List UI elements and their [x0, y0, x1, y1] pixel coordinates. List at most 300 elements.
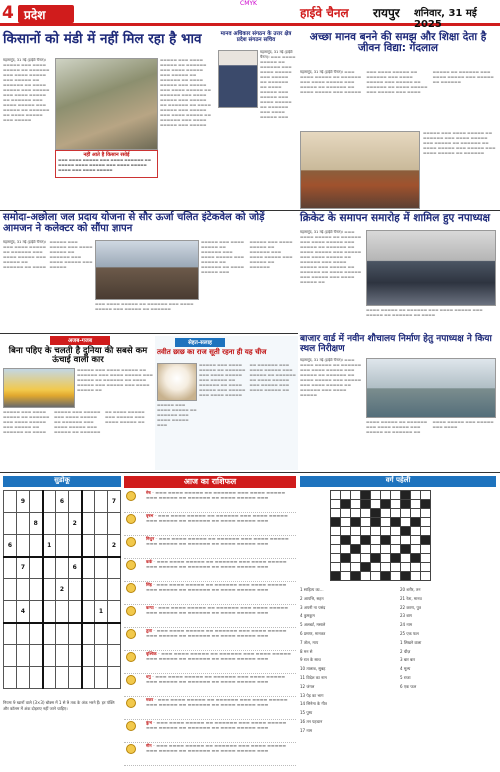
- crossword-cell[interactable]: [411, 509, 421, 518]
- rashi-item: [124, 720, 296, 743]
- sudoku-cell[interactable]: 7: [17, 557, 30, 579]
- sudoku-cell[interactable]: [17, 535, 30, 557]
- crossword-block: [371, 509, 381, 518]
- sudoku-cell[interactable]: [30, 579, 43, 601]
- crossword-cell[interactable]: [371, 536, 381, 545]
- sudoku-rules: नियमः 9 खानों वाले (3×3) बॉक्स में 1 से 9 तक के अंक भरने हैं। हर पंक्ति और कॉलम में अंक दोहराए नहीं जाने चाहिए।: [3, 700, 115, 711]
- crossword-block: [341, 500, 351, 509]
- crossword-clue: 5 राजा: [400, 674, 411, 680]
- crossword-cell[interactable]: [341, 518, 351, 527]
- rashi-name: धनु: [146, 674, 151, 679]
- sudoku-cell[interactable]: [82, 645, 95, 667]
- story3-photo-gathering: [300, 131, 420, 209]
- sudoku-cell[interactable]: [82, 557, 95, 579]
- crossword-cell[interactable]: [391, 509, 401, 518]
- sudoku-cell[interactable]: [17, 623, 30, 645]
- story1-dateline: महासमुंद, 31 मई (हाईवे चैनल)।: [3, 58, 47, 62]
- sudoku-row: [4, 491, 121, 513]
- crossword-clue: 21 रेता, मानव: [400, 595, 422, 601]
- crossword-clue: 1 लिखने वाला: [400, 639, 422, 645]
- sudoku-cell[interactable]: [95, 535, 108, 557]
- sudoku-cell[interactable]: [82, 601, 95, 623]
- crossword-cell[interactable]: [401, 554, 411, 563]
- crossword-clue: 22 करण, पुत्र: [400, 604, 421, 610]
- crossword-block: [421, 536, 431, 545]
- feature1-text-col2: ▬▬▬▬▬ ▬▬▬ ▬▬▬▬ ▬▬▬▬▬ ▬▬ ▬▬▬▬▬▬ ▬▬▬ ▬▬▬▬ ▬▬▬▬▬ ▬▬▬ ▬▬▬▬▬ ▬▬ ▬▬▬▬▬▬ ▬▬ ▬▬▬▬ ▬▬▬▬▬ ▬▬▬ ▬▬▬▬▬ ▬▬▬ ▬▬▬▬ ▬▬▬▬▬ ▬▬ ▬▬▬▬▬▬ ▬▬▬ ▬▬▬▬ ▬▬▬▬▬ ▬▬▬ ▬▬▬▬▬ ▬▬ ▬▬▬▬▬▬ ▬▬ ▬▬▬▬ ▬▬▬▬▬ ▬▬▬ ▬▬▬▬▬ ▬▬▬ ▬▬▬▬ ▬▬▬▬▬ ▬▬: [3, 410, 145, 434]
- sudoku-cell[interactable]: [30, 645, 43, 667]
- crossword-cell[interactable]: [391, 563, 401, 572]
- crossword-block: [411, 554, 421, 563]
- sudoku-cell[interactable]: [69, 623, 82, 645]
- story2-headline: मानव अधिकार संगठन के उत्तर क्षेत्र प्रदेश संगठन सचिव: [220, 31, 292, 43]
- crossword-cell[interactable]: [411, 536, 421, 545]
- rashi-name: कुंभ: [146, 720, 152, 725]
- crossword-row: [331, 572, 431, 581]
- crossword-block: [341, 554, 351, 563]
- sudoku-cell[interactable]: [56, 601, 69, 623]
- sudoku-cell[interactable]: [108, 645, 121, 667]
- sudoku-cell[interactable]: [108, 601, 121, 623]
- crossword-row: [331, 545, 431, 554]
- sudoku-cell[interactable]: [17, 667, 30, 689]
- rashifal-title: आज का राशिफल: [124, 476, 296, 488]
- crossword-block: [361, 536, 371, 545]
- sudoku-cell[interactable]: [4, 513, 17, 535]
- crossword-clue: 4 कुमकुम: [300, 613, 315, 619]
- crossword-cell[interactable]: [341, 509, 351, 518]
- sudoku-cell[interactable]: 1: [95, 601, 108, 623]
- crossword-cell[interactable]: [421, 572, 431, 581]
- divider: [0, 333, 298, 334]
- crossword-cell[interactable]: [361, 527, 371, 536]
- crossword-row: [331, 527, 431, 536]
- crossword-clue: 2 आपत्ति, सहन: [300, 595, 324, 601]
- crossword-cell[interactable]: [341, 572, 351, 581]
- crossword-block: [331, 572, 341, 581]
- sudoku-cell[interactable]: [108, 513, 121, 535]
- crossword-cell[interactable]: [391, 536, 401, 545]
- rashi-text: – ▬▬▬ ▬▬▬▬ ▬▬▬▬▬ ▬▬ ▬▬▬▬▬▬ ▬▬▬ ▬▬▬▬ ▬▬▬▬▬ ▬▬▬ ▬▬▬▬▬ ▬▬ ▬▬▬▬▬▬ ▬▬ ▬▬▬▬ ▬▬▬▬▬ ▬▬▬: [146, 674, 286, 684]
- crossword-row: [331, 536, 431, 545]
- crossword-block: [361, 491, 371, 500]
- story3-text: महासमुंद, 31 मई (हाईवे चैनल)। ▬▬▬ ▬▬▬▬ ▬▬▬▬▬ ▬▬ ▬▬▬▬▬▬ ▬▬▬ ▬▬▬▬ ▬▬▬▬▬ ▬▬▬ ▬▬▬▬▬ ▬▬ ▬▬▬▬▬▬ ▬▬ ▬▬▬▬ ▬▬▬▬▬ ▬▬▬ ▬▬▬▬▬ ▬▬▬ ▬▬▬▬ ▬▬▬▬▬ ▬▬ ▬▬▬▬▬▬ ▬▬▬ ▬▬▬▬ ▬▬▬▬▬ ▬▬▬ ▬▬▬▬▬ ▬▬ ▬▬▬▬▬▬ ▬▬ ▬▬▬▬ ▬▬▬▬▬ ▬▬▬ ▬▬▬▬▬ ▬▬▬ ▬▬▬▬ ▬▬▬▬▬ ▬▬ ▬▬▬▬▬▬ ▬▬▬ ▬▬▬▬ ▬▬▬▬▬ ▬▬▬ ▬▬▬▬▬ ▬▬ ▬▬▬▬▬▬: [300, 70, 494, 94]
- crossword-block: [361, 500, 371, 509]
- sudoku-cell[interactable]: 9: [17, 491, 30, 513]
- crossword-clue: 6 प्रमाण, मानकर: [300, 630, 326, 636]
- crossword-cell[interactable]: [351, 491, 361, 500]
- sudoku-row: [4, 535, 121, 557]
- sudoku-row: [4, 557, 121, 579]
- brand-name: हाईवे चैनल: [300, 6, 349, 20]
- crossword-cell[interactable]: [411, 572, 421, 581]
- crossword-clue: 7 तोल, माप: [300, 639, 319, 645]
- sudoku-cell[interactable]: [43, 667, 56, 689]
- crossword-row: [331, 554, 431, 563]
- crossword-clue: 12 जंगल: [300, 683, 315, 689]
- rashi-item: [124, 490, 296, 513]
- story3-headline: अच्छा मानव बनने की समझ और शिक्षा देता है जीवन विद्या: गेंदलाल: [309, 31, 487, 55]
- sudoku-cell[interactable]: [17, 579, 30, 601]
- sudoku-cell[interactable]: [17, 513, 30, 535]
- crossword-clue: 3 बार बार: [400, 657, 415, 663]
- story4-text: महासमुंद, 31 मई (हाईवे चैनल)। ▬▬▬ ▬▬▬▬ ▬▬▬▬▬ ▬▬ ▬▬▬▬▬▬ ▬▬▬ ▬▬▬▬ ▬▬▬▬▬ ▬▬▬ ▬▬▬▬▬ ▬▬ ▬▬▬▬▬▬ ▬▬ ▬▬▬▬ ▬▬▬▬▬ ▬▬▬ ▬▬▬▬▬ ▬▬▬ ▬▬▬▬ ▬▬▬▬▬ ▬▬ ▬▬▬▬▬▬ ▬▬▬ ▬▬▬▬ ▬▬▬▬▬ ▬▬▬ ▬▬▬▬▬: [3, 240, 93, 269]
- crossword-cell[interactable]: [411, 527, 421, 536]
- crossword-cell[interactable]: [381, 527, 391, 536]
- crossword-cell[interactable]: [341, 527, 351, 536]
- crossword-cell[interactable]: [331, 536, 341, 545]
- sudoku-cell[interactable]: [69, 645, 82, 667]
- crossword-cell[interactable]: [361, 518, 371, 527]
- sudoku-cell[interactable]: [43, 623, 56, 645]
- divider: [0, 210, 500, 211]
- crossword-cell[interactable]: [371, 563, 381, 572]
- sudoku-title: सुडोकू: [3, 476, 121, 487]
- rashi-item: [124, 743, 296, 766]
- crossword-row: [331, 509, 431, 518]
- crossword-block: [401, 491, 411, 500]
- rashifal-list: [124, 490, 296, 770]
- crossword-cell[interactable]: [381, 509, 391, 518]
- crossword-cell[interactable]: [351, 536, 361, 545]
- feature2-headline: तवीत छाछ का राज सूती रहना ही यह चीज: [157, 348, 267, 356]
- crossword-cell[interactable]: [361, 545, 371, 554]
- story5-caption: ▬▬▬▬ ▬▬▬▬▬ ▬▬ ▬▬▬▬▬▬ ▬▬▬ ▬▬▬▬ ▬▬▬▬▬ ▬▬▬ ▬▬▬▬▬ ▬▬ ▬▬▬▬▬▬ ▬▬ ▬▬▬▬: [366, 308, 483, 317]
- sudoku-cell[interactable]: [69, 667, 82, 689]
- rashi-text: – ▬▬▬ ▬▬▬▬ ▬▬▬▬▬ ▬▬ ▬▬▬▬▬▬ ▬▬▬ ▬▬▬▬ ▬▬▬▬▬ ▬▬▬ ▬▬▬▬▬ ▬▬ ▬▬▬▬▬▬ ▬▬ ▬▬▬▬ ▬▬▬▬▬ ▬▬▬: [146, 628, 287, 638]
- story6-photo-inspection: [366, 358, 496, 418]
- crossword-clue: 6 एक फल: [400, 683, 417, 689]
- sudoku-cell[interactable]: 6: [4, 535, 17, 557]
- crossword-cell[interactable]: [371, 491, 381, 500]
- crossword-clue: 25 एक फल: [400, 630, 419, 636]
- sudoku-cell[interactable]: [4, 557, 17, 579]
- rashi-text: – ▬▬▬ ▬▬▬▬ ▬▬▬▬▬ ▬▬ ▬▬▬▬▬▬ ▬▬▬ ▬▬▬▬ ▬▬▬▬▬ ▬▬▬ ▬▬▬▬▬ ▬▬ ▬▬▬▬▬▬ ▬▬ ▬▬▬▬ ▬▬▬▬▬ ▬▬▬: [146, 513, 288, 523]
- crossword-block: [391, 518, 401, 527]
- sudoku-cell[interactable]: [82, 491, 95, 513]
- sudoku-cell[interactable]: [108, 623, 121, 645]
- sudoku-cell[interactable]: [108, 557, 121, 579]
- crossword-cell[interactable]: [401, 563, 411, 572]
- sudoku-row: [4, 645, 121, 667]
- crossword-cell[interactable]: [421, 563, 431, 572]
- crossword-block: [391, 554, 401, 563]
- crossword-cell[interactable]: [411, 491, 421, 500]
- sudoku-cell[interactable]: 8: [30, 513, 43, 535]
- rashi-name: मेष: [146, 490, 151, 495]
- crossword-cell[interactable]: [351, 527, 361, 536]
- rashi-text: – ▬▬▬ ▬▬▬▬ ▬▬▬▬▬ ▬▬ ▬▬▬▬▬▬ ▬▬▬ ▬▬▬▬ ▬▬▬▬▬ ▬▬▬ ▬▬▬▬▬ ▬▬ ▬▬▬▬▬▬ ▬▬ ▬▬▬▬ ▬▬▬▬▬ ▬▬▬: [146, 559, 287, 569]
- rashi-item: [124, 536, 296, 559]
- sudoku-cell[interactable]: 2: [69, 513, 82, 535]
- zodiac-icon: [126, 560, 136, 570]
- sudoku-cell[interactable]: [95, 667, 108, 689]
- sudoku-cell[interactable]: [82, 579, 95, 601]
- sudoku-cell[interactable]: [43, 601, 56, 623]
- rashi-name: तुला: [146, 628, 153, 633]
- sudoku-cell[interactable]: [95, 645, 108, 667]
- crossword-cell[interactable]: [391, 545, 401, 554]
- sudoku-grid: [3, 490, 121, 689]
- crossword-row: [331, 563, 431, 572]
- crossword-block: [351, 572, 361, 581]
- sudoku-cell[interactable]: [43, 491, 56, 513]
- crossword-cell[interactable]: [361, 572, 371, 581]
- crossword-cell[interactable]: [331, 554, 341, 563]
- sudoku-cell[interactable]: [69, 535, 82, 557]
- zodiac-icon: [126, 629, 136, 639]
- crossword-cell[interactable]: [391, 572, 401, 581]
- crossword-cell[interactable]: [361, 554, 371, 563]
- sudoku-cell[interactable]: [30, 535, 43, 557]
- rashi-item: [124, 674, 296, 697]
- sudoku-cell[interactable]: 7: [108, 491, 121, 513]
- sudoku-row: [4, 601, 121, 623]
- crossword-cell[interactable]: [381, 518, 391, 527]
- sudoku-cell[interactable]: [4, 579, 17, 601]
- story1-text: महासमुंद, 31 मई (हाईवे चैनल)। ▬▬▬▬▬ ▬▬▬ ▬▬▬▬ ▬▬▬▬▬ ▬▬ ▬▬▬▬▬▬ ▬▬▬ ▬▬▬▬ ▬▬▬▬▬ ▬▬▬ ▬▬▬▬▬ ▬▬ ▬▬▬▬▬▬ ▬▬ ▬▬▬▬ ▬▬▬▬▬ ▬▬▬ ▬▬▬▬▬ ▬▬▬ ▬▬▬▬ ▬▬▬▬▬ ▬▬ ▬▬▬▬▬▬ ▬▬▬ ▬▬▬▬ ▬▬▬▬▬ ▬▬▬ ▬▬▬▬▬ ▬▬ ▬▬▬▬▬▬ ▬▬ ▬▬▬▬ ▬▬▬▬▬ ▬▬▬ ▬▬▬▬▬: [3, 58, 50, 122]
- story6-headline: बाजार वार्ड में नवीन शौचालय निर्माण हेतु नपाध्यक्ष ने किया स्थल निरीक्षण: [300, 334, 492, 354]
- sudoku-cell[interactable]: [17, 645, 30, 667]
- sudoku-cell[interactable]: [56, 557, 69, 579]
- rashi-name: सिंह: [146, 582, 152, 587]
- crossword-clue: 17 नाम: [300, 727, 313, 733]
- crossword-cell[interactable]: [341, 545, 351, 554]
- sudoku-cell[interactable]: [43, 645, 56, 667]
- feature2-text-col2: ▬▬▬▬▬ ▬▬▬ ▬▬▬▬ ▬▬▬▬▬ ▬▬ ▬▬▬▬▬▬ ▬▬▬ ▬▬▬▬ ▬▬▬▬▬ ▬▬▬: [157, 403, 197, 427]
- crossword-block: [381, 536, 391, 545]
- crossword-cell[interactable]: [341, 563, 351, 572]
- sudoku-cell[interactable]: [4, 645, 17, 667]
- crossword-cell[interactable]: [381, 554, 391, 563]
- crossword-clue: 24 नाम: [400, 622, 413, 628]
- crossword-block: [401, 545, 411, 554]
- crossword-cell[interactable]: [371, 545, 381, 554]
- feature1-headline: बिना पहिए के चलती है दुनिया की सबसे कम ऊंचाई वाली कार: [8, 346, 148, 366]
- crossword-clue: 16 तन पहचान: [300, 718, 323, 724]
- story3-photo-caption: ▬▬▬▬▬ ▬▬▬ ▬▬▬▬ ▬▬▬▬▬ ▬▬ ▬▬▬▬▬▬ ▬▬▬ ▬▬▬▬ ▬▬▬▬▬ ▬▬▬ ▬▬▬▬▬ ▬▬ ▬▬▬▬▬▬ ▬▬ ▬▬▬▬ ▬▬▬▬▬ ▬▬▬ ▬▬▬▬▬ ▬▬▬ ▬▬▬▬ ▬▬▬▬▬ ▬▬ ▬▬▬▬▬▬: [423, 131, 496, 155]
- sudoku-cell[interactable]: [108, 667, 121, 689]
- crossword-block: [361, 563, 371, 572]
- crossword-cell[interactable]: [371, 527, 381, 536]
- city-name: रायपुर: [373, 6, 400, 20]
- rashi-item: [124, 651, 296, 674]
- rashi-name: मीन: [146, 743, 152, 748]
- rashi-text: – ▬▬▬ ▬▬▬▬ ▬▬▬▬▬ ▬▬ ▬▬▬▬▬▬ ▬▬▬ ▬▬▬▬ ▬▬▬▬▬ ▬▬▬ ▬▬▬▬▬ ▬▬ ▬▬▬▬▬▬ ▬▬ ▬▬▬▬ ▬▬▬▬▬ ▬▬▬: [146, 651, 291, 661]
- crossword-title: वर्ग पहेली: [300, 476, 496, 487]
- crossword-cell[interactable]: [411, 545, 421, 554]
- zodiac-icon: [126, 721, 136, 731]
- crossword-block: [421, 500, 431, 509]
- story2-portrait: [218, 50, 258, 108]
- sudoku-cell[interactable]: [30, 623, 43, 645]
- crossword-cell[interactable]: [411, 500, 421, 509]
- crossword-cell[interactable]: [401, 518, 411, 527]
- crossword-cell[interactable]: [351, 509, 361, 518]
- crossword-block: [371, 518, 381, 527]
- rashi-name: वृश्चिक: [146, 651, 157, 656]
- crossword-cell[interactable]: [411, 563, 421, 572]
- sudoku-cell[interactable]: [95, 579, 108, 601]
- story5-headline: क्रिकेट के समापन समारोह में शामिल हुए नपाध्यक्ष: [300, 212, 491, 224]
- sudoku-cell[interactable]: [69, 601, 82, 623]
- rashi-text: – ▬▬▬ ▬▬▬▬ ▬▬▬▬▬ ▬▬ ▬▬▬▬▬▬ ▬▬▬ ▬▬▬▬ ▬▬▬▬▬ ▬▬▬ ▬▬▬▬▬ ▬▬ ▬▬▬▬▬▬ ▬▬ ▬▬▬▬ ▬▬▬▬▬ ▬▬▬: [146, 697, 288, 707]
- sudoku-cell[interactable]: [43, 557, 56, 579]
- crossword-clue: 20 शरीर, तन: [400, 587, 421, 592]
- crossword-cell[interactable]: [421, 491, 431, 500]
- crossword-clue: 4 मूल्य: [400, 666, 411, 672]
- sudoku-cell[interactable]: [4, 623, 17, 645]
- sudoku-cell[interactable]: [56, 535, 69, 557]
- crossword-cell[interactable]: [331, 509, 341, 518]
- page-number: 4: [2, 3, 14, 23]
- story4-caption: ▬▬▬ ▬▬▬▬ ▬▬▬▬▬ ▬▬ ▬▬▬▬▬▬ ▬▬▬ ▬▬▬▬ ▬▬▬▬▬ ▬▬▬ ▬▬▬▬▬ ▬▬ ▬▬▬▬▬▬: [95, 302, 194, 311]
- rashi-name: कन्या: [146, 605, 154, 610]
- zodiac-icon: [126, 583, 136, 593]
- story2-text: महासमुंद, 31 मई (हाईवे चैनल)। ▬▬▬ ▬▬▬▬ ▬▬▬▬▬ ▬▬ ▬▬▬▬▬▬ ▬▬▬ ▬▬▬▬ ▬▬▬▬▬ ▬▬▬ ▬▬▬▬▬ ▬▬ ▬▬▬▬▬▬ ▬▬ ▬▬▬▬ ▬▬▬▬▬ ▬▬▬ ▬▬▬▬▬ ▬▬▬ ▬▬▬▬ ▬▬▬▬▬ ▬▬ ▬▬▬▬▬▬ ▬▬▬ ▬▬▬▬ ▬▬▬▬▬ ▬▬▬: [260, 50, 296, 119]
- sudoku-cell[interactable]: [95, 491, 108, 513]
- crossword-cell[interactable]: [331, 563, 341, 572]
- story4-text-col2: ▬▬▬▬▬ ▬▬▬ ▬▬▬▬ ▬▬▬▬▬ ▬▬ ▬▬▬▬▬▬ ▬▬▬ ▬▬▬▬ ▬▬▬▬▬ ▬▬▬ ▬▬▬▬▬ ▬▬ ▬▬▬▬▬▬ ▬▬ ▬▬▬▬ ▬▬▬▬▬ ▬▬▬ ▬▬▬▬▬ ▬▬▬ ▬▬▬▬ ▬▬▬▬▬ ▬▬ ▬▬▬▬▬▬ ▬▬▬ ▬▬▬▬ ▬▬▬▬▬ ▬▬▬ ▬▬▬▬▬ ▬▬ ▬▬▬▬▬▬: [201, 240, 293, 274]
- crossword-cell[interactable]: [331, 491, 341, 500]
- crossword-cell[interactable]: [331, 527, 341, 536]
- sudoku-cell[interactable]: [4, 601, 17, 623]
- rashi-name: वृषभ: [146, 513, 154, 518]
- sudoku-cell[interactable]: [30, 557, 43, 579]
- crossword-cell[interactable]: [391, 491, 401, 500]
- crossword-cell[interactable]: [371, 500, 381, 509]
- crossword-row: [331, 518, 431, 527]
- print-mark: CMYK: [240, 0, 257, 7]
- rashi-text: – ▬▬▬ ▬▬▬▬ ▬▬▬▬▬ ▬▬ ▬▬▬▬▬▬ ▬▬▬ ▬▬▬▬ ▬▬▬▬▬ ▬▬▬ ▬▬▬▬▬ ▬▬ ▬▬▬▬▬▬ ▬▬ ▬▬▬▬ ▬▬▬▬▬ ▬▬▬: [146, 743, 287, 753]
- zodiac-icon: [126, 675, 136, 685]
- sudoku-cell[interactable]: [56, 667, 69, 689]
- sudoku-cell[interactable]: [69, 579, 82, 601]
- divider: [0, 472, 500, 473]
- story1-text-col2: ▬▬▬▬▬ ▬▬▬ ▬▬▬▬ ▬▬▬▬▬ ▬▬ ▬▬▬▬▬▬ ▬▬▬ ▬▬▬▬ ▬▬▬▬▬ ▬▬▬ ▬▬▬▬▬ ▬▬ ▬▬▬▬▬▬ ▬▬ ▬▬▬▬ ▬▬▬▬▬ ▬▬▬ ▬▬▬▬▬ ▬▬▬ ▬▬▬▬ ▬▬▬▬▬ ▬▬ ▬▬▬▬▬▬ ▬▬▬ ▬▬▬▬ ▬▬▬▬▬ ▬▬▬ ▬▬▬▬▬ ▬▬ ▬▬▬▬▬▬ ▬▬ ▬▬▬▬ ▬▬▬▬▬ ▬▬▬ ▬▬▬▬▬ ▬▬▬ ▬▬▬▬ ▬▬▬▬▬ ▬▬ ▬▬▬▬▬▬ ▬▬▬ ▬▬▬▬ ▬▬▬▬▬ ▬▬▬ ▬▬▬▬▬: [160, 58, 211, 127]
- sudoku-cell[interactable]: [30, 491, 43, 513]
- crossword-cell[interactable]: [351, 554, 361, 563]
- crossword-block: [351, 518, 361, 527]
- crossword-cell[interactable]: [421, 554, 431, 563]
- story6-text: महासमुंद, 31 मई (हाईवे चैनल)। ▬▬▬ ▬▬▬▬ ▬▬▬▬▬ ▬▬ ▬▬▬▬▬▬ ▬▬▬ ▬▬▬▬ ▬▬▬▬▬ ▬▬▬ ▬▬▬▬▬ ▬▬ ▬▬▬▬▬▬ ▬▬ ▬▬▬▬ ▬▬▬▬▬ ▬▬▬ ▬▬▬▬▬ ▬▬▬ ▬▬▬▬ ▬▬▬▬▬ ▬▬ ▬▬▬▬▬▬ ▬▬▬ ▬▬▬▬ ▬▬▬▬▬: [300, 358, 362, 397]
- crossword-block: [401, 500, 411, 509]
- sudoku-cell[interactable]: [82, 535, 95, 557]
- crossword-cell[interactable]: [381, 491, 391, 500]
- crossword-block: [341, 536, 351, 545]
- crossword-cell[interactable]: [391, 527, 401, 536]
- crossword-clue: 9 रात के साथ: [300, 657, 321, 663]
- crossword-grid: [330, 490, 431, 581]
- crossword-cell[interactable]: [421, 509, 431, 518]
- sudoku-cell[interactable]: [69, 491, 82, 513]
- sudoku-cell[interactable]: [95, 623, 108, 645]
- crossword-row: [331, 491, 431, 500]
- sudoku-cell[interactable]: [82, 513, 95, 535]
- crossword-cell[interactable]: [351, 563, 361, 572]
- crossword-cell[interactable]: [331, 500, 341, 509]
- sudoku-row: [4, 513, 121, 535]
- sudoku-cell[interactable]: [56, 513, 69, 535]
- crossword-cell[interactable]: [341, 491, 351, 500]
- sudoku-cell[interactable]: 2: [108, 535, 121, 557]
- crossword-cell[interactable]: [331, 545, 341, 554]
- feature1-photo-car: [3, 368, 75, 408]
- sudoku-cell[interactable]: [43, 513, 56, 535]
- crossword-cell[interactable]: [401, 509, 411, 518]
- story1-photo-market: [55, 58, 158, 150]
- zodiac-icon: [126, 744, 136, 754]
- feature1-tag: अजब-गजब: [50, 336, 110, 345]
- crossword-clue: 5 अलबर्ट, मसाले: [300, 622, 326, 628]
- sudoku-cell[interactable]: 4: [17, 601, 30, 623]
- sudoku-cell[interactable]: 1: [43, 535, 56, 557]
- rashi-item: [124, 605, 296, 628]
- story5-photo-team: [366, 230, 496, 306]
- zodiac-icon: [126, 606, 136, 616]
- story6-text-col2: ▬▬▬▬ ▬▬▬▬▬ ▬▬ ▬▬▬▬▬▬ ▬▬▬ ▬▬▬▬ ▬▬▬▬▬ ▬▬▬ ▬▬▬▬▬ ▬▬ ▬▬▬▬▬▬ ▬▬ ▬▬▬▬ ▬▬▬▬▬ ▬▬▬ ▬▬▬▬▬ ▬▬▬ ▬▬▬▬: [366, 420, 494, 434]
- crossword-cell[interactable]: [421, 545, 431, 554]
- rashi-text: – ▬▬▬ ▬▬▬▬ ▬▬▬▬▬ ▬▬ ▬▬▬▬▬▬ ▬▬▬ ▬▬▬▬ ▬▬▬▬▬ ▬▬▬ ▬▬▬▬▬ ▬▬ ▬▬▬▬▬▬ ▬▬ ▬▬▬▬ ▬▬▬▬▬ ▬▬▬: [146, 536, 289, 546]
- feature2-text: ▬▬▬▬▬ ▬▬▬ ▬▬▬▬ ▬▬▬▬▬ ▬▬ ▬▬▬▬▬▬ ▬▬▬ ▬▬▬▬ ▬▬▬▬▬ ▬▬▬ ▬▬▬▬▬ ▬▬ ▬▬▬▬▬▬ ▬▬ ▬▬▬▬ ▬▬▬▬▬ ▬▬▬ ▬▬▬▬▬ ▬▬▬ ▬▬▬▬ ▬▬▬▬▬ ▬▬ ▬▬▬▬▬▬ ▬▬▬ ▬▬▬▬ ▬▬▬▬▬ ▬▬▬ ▬▬▬▬▬ ▬▬ ▬▬▬▬▬▬ ▬▬ ▬▬▬▬ ▬▬▬▬▬ ▬▬▬ ▬▬▬▬▬ ▬▬▬ ▬▬▬▬ ▬▬▬▬▬ ▬▬: [199, 363, 296, 397]
- sudoku-cell[interactable]: [108, 579, 121, 601]
- crossword-row: [331, 500, 431, 509]
- crossword-cell[interactable]: [351, 500, 361, 509]
- feature1-text: ▬▬▬▬▬ ▬▬▬ ▬▬▬▬ ▬▬▬▬▬ ▬▬ ▬▬▬▬▬▬ ▬▬▬ ▬▬▬▬ ▬▬▬▬▬ ▬▬▬ ▬▬▬▬▬ ▬▬ ▬▬▬▬▬▬ ▬▬ ▬▬▬▬ ▬▬▬▬▬ ▬▬▬ ▬▬▬▬▬ ▬▬▬ ▬▬▬▬ ▬▬▬▬▬ ▬▬: [77, 368, 153, 392]
- crossword-cell[interactable]: [371, 572, 381, 581]
- crossword-cell[interactable]: [361, 509, 371, 518]
- sudoku-row: [4, 667, 121, 689]
- crossword-cell[interactable]: [421, 518, 431, 527]
- story4-photo-memorandum: [95, 240, 199, 300]
- crossword-clue: 23 बाग: [400, 613, 412, 619]
- crossword-cell[interactable]: [381, 545, 391, 554]
- sudoku-cell[interactable]: [82, 667, 95, 689]
- sudoku-cell[interactable]: [56, 645, 69, 667]
- crossword-block: [371, 554, 381, 563]
- rashi-item: [124, 559, 296, 582]
- crossword-clue: 10 तालाब, सुबह: [300, 666, 326, 672]
- sudoku-cell[interactable]: 2: [56, 579, 69, 601]
- rashi-text: – ▬▬▬ ▬▬▬▬ ▬▬▬▬▬ ▬▬ ▬▬▬▬▬▬ ▬▬▬ ▬▬▬▬ ▬▬▬▬▬ ▬▬▬ ▬▬▬▬▬ ▬▬ ▬▬▬▬▬▬ ▬▬ ▬▬▬▬ ▬▬▬▬▬ ▬▬▬: [146, 720, 287, 730]
- crossword-cell[interactable]: [381, 563, 391, 572]
- issue-date: शनिवार, 31 मई 2025: [414, 8, 477, 30]
- sudoku-cell[interactable]: [4, 491, 17, 513]
- rashi-item: [124, 582, 296, 605]
- crossword-clue: 14 सिनेमा के गीत: [300, 701, 327, 707]
- crossword-cell[interactable]: [391, 500, 401, 509]
- sudoku-cell[interactable]: [95, 557, 108, 579]
- crossword-block: [331, 518, 341, 527]
- sudoku-cell[interactable]: [30, 601, 43, 623]
- sudoku-cell[interactable]: 6: [69, 557, 82, 579]
- sudoku-cell[interactable]: [43, 579, 56, 601]
- sudoku-cell[interactable]: [4, 667, 17, 689]
- zodiac-icon: [126, 652, 136, 662]
- sudoku-cell[interactable]: [30, 667, 43, 689]
- crossword-clues-right: [400, 586, 496, 770]
- crossword-clue: 1 साहित्य का…: [300, 587, 324, 592]
- crossword-cell[interactable]: [421, 527, 431, 536]
- sudoku-cell[interactable]: [95, 513, 108, 535]
- sudoku-cell[interactable]: 6: [56, 491, 69, 513]
- zodiac-icon: [126, 537, 136, 547]
- rashi-text: – ▬▬▬ ▬▬▬▬ ▬▬▬▬▬ ▬▬ ▬▬▬▬▬▬ ▬▬▬ ▬▬▬▬ ▬▬▬▬▬ ▬▬▬ ▬▬▬▬▬ ▬▬ ▬▬▬▬▬▬ ▬▬ ▬▬▬▬ ▬▬▬▬▬ ▬▬▬: [146, 605, 288, 615]
- story1-inset: नहीं आते है किसान रसोई ▬▬▬ ▬▬▬▬ ▬▬▬▬▬ ▬▬▬ ▬▬▬▬ ▬▬▬▬▬▬ ▬▬ ▬▬▬▬▬ ▬▬▬▬ ▬▬▬▬▬ ▬▬▬ ▬▬▬▬ ▬▬▬▬▬ ▬▬▬▬ ▬▬▬ ▬▬▬▬ ▬▬▬▬▬: [55, 150, 158, 178]
- sudoku-cell[interactable]: [56, 623, 69, 645]
- sudoku-cell[interactable]: [82, 623, 95, 645]
- crossword-cell[interactable]: [401, 536, 411, 545]
- zodiac-icon: [126, 698, 136, 708]
